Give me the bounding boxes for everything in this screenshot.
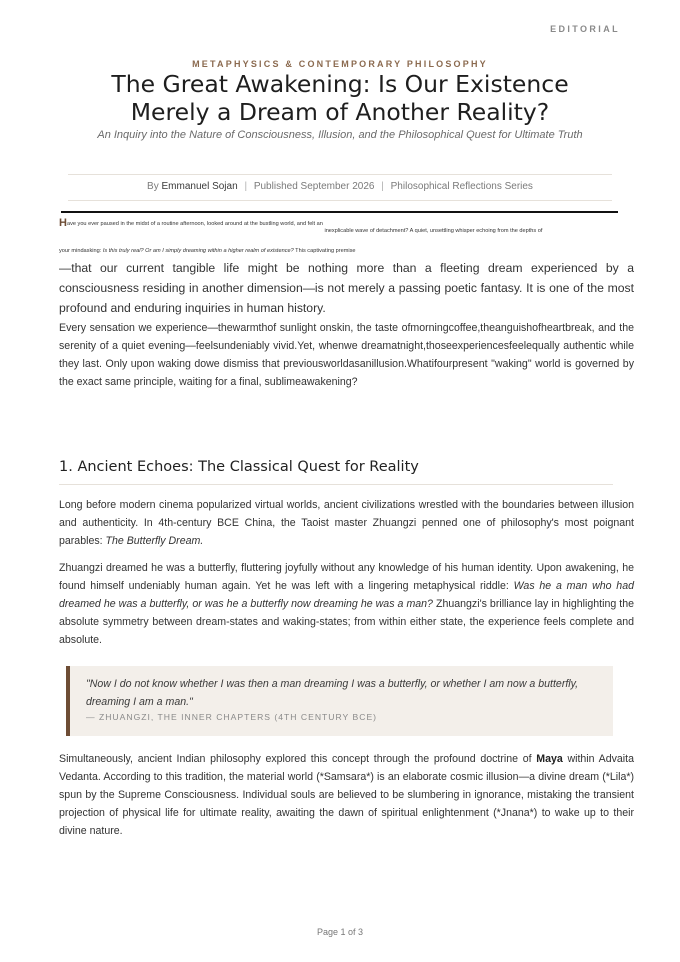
byline — [60, 181, 620, 192]
quote-text: "Now I do not know whether I was then a man dreaming I was a butterfly, or whether I am now a butterfly, dreaming I am a man." — [86, 678, 579, 708]
section-tag: EDITORIAL — [550, 24, 620, 34]
body-paragraph-2-text-b: Zhuangzi's brilliance lay in highlighting the absolute symmetry between dream-states and waking-states; from within either state, the experience feels complete and absolute. — [59, 598, 634, 646]
article-subtitle: An Inquiry into the Nature of Consciousness, Illusion, and the Philosophical Quest for Ultimate Truth — [97, 129, 583, 141]
body-paragraph-3-text-b: within Advaita Vedanta. According to this tradition, the material world (*Samsara*) is an elaborate cosmic illusion—a divine dream (*Lila*) spun by the Supreme Consciousness. Individual souls are believed to be slumbering in ignorance, mistaking the transient projection of physical life for ultimate reality, awaiting the dawn of spiritual enlightenment (*Jnana*) to wake up to their divine nature. — [59, 753, 634, 837]
byline-separator: | — [381, 181, 384, 192]
section-heading: 1. Ancient Echoes: The Classical Quest for Reality — [59, 459, 419, 475]
byline-bottom-divider — [68, 200, 612, 201]
article-start-divider — [61, 211, 618, 213]
section-heading-divider — [59, 484, 613, 485]
lead-paragraph: —that our current tangible life might be nothing more than a fleeting dream experienced by a consciousness residing in another dimension—is not merely a passing poetic fantasy. It is one of the most profound and enduring inquiries in human history. — [59, 261, 634, 315]
byline-separator: | — [244, 181, 248, 192]
byline-top-divider — [68, 174, 612, 175]
body-paragraph-2-text-a: Zhuangzi dreamed he was a butterfly, fluttering joyfully without any knowledge of his human identity. Upon awakening, he found himself undeniably human again. Yet he was left with a lingering metaphysical riddle: — [59, 562, 634, 592]
intro-text-1a: ave you ever paused in the midst of a routine afternoon, looked around at the bustling world, and felt an — [66, 221, 323, 227]
intro-paragraph-line-1 — [59, 217, 639, 234]
byline-by: By — [147, 181, 159, 192]
body-paragraph-3-text-a: Simultaneously, ancient Indian philosophy explored this concept through the profound doctrine of — [59, 753, 537, 765]
title-line-1: The Great Awakening: Is Our Existence — [111, 70, 569, 98]
body-paragraph-1 — [59, 496, 634, 550]
body-paragraph-2 — [59, 559, 634, 649]
quote-attribution: — ZHUANGZI, THE INNER CHAPTERS (4TH CENTURY BCE) — [86, 712, 378, 722]
intro-question: Is this truly real? Or am I simply dreaming within a higher realm of existence? — [102, 248, 294, 254]
title-line-2: Merely a Dream of Another Reality? — [130, 98, 550, 126]
publish-date: Published September 2026 — [253, 181, 375, 192]
category-kicker: METAPHYSICS & CONTEMPORARY PHILOSOPHY — [192, 59, 488, 69]
body-paragraph-1-text: Long before modern cinema popularized virtual worlds, ancient civilizations wrestled with the boundaries between illusion and authenticity. In 4th-century BCE China, the Taoist master Zhuangzi penned one of philosophy's most poignant parables: — [59, 499, 634, 547]
series-name[interactable]: Philosophical Reflections Series — [390, 181, 533, 192]
body-paragraph-3 — [59, 750, 634, 840]
pull-quote — [66, 666, 613, 736]
parable-title: The Butterfly Dream. — [105, 535, 204, 547]
intro-text-1b: inexplicable wave of detachment? A quiet, unsettling whisper echoing from the depths of — [324, 228, 543, 234]
intro-text-2a: your mindasking: — [59, 248, 103, 254]
intro-body-paragraph: Every sensation we experience—thewarmthof sunlight onskin, the taste ofmorningcoffee,theanguishofheartbreak, and the serenity of a quiet evening—feelsundeniably vivid.Yet, whenwe dreamatnight,thoseexperiencesfeelequally authentic while they last. Only upon waking dowe dismiss that previousworldasanillusion.Whatifourpresent "waking" world is governed by the exact same principle, waiting for a final, sublimeawakening? — [59, 322, 634, 388]
intro-paragraph-line-2 — [59, 247, 639, 256]
page-indicator: Page 1 of 3 — [316, 927, 364, 937]
riddle-text: Was he a man who had dreamed he was a butterfly, or was he a butterfly now dreaming he was a man? — [59, 580, 634, 610]
article-title — [60, 70, 620, 126]
author-name[interactable]: Emmanuel Sojan — [161, 181, 238, 192]
maya-term: Maya — [536, 753, 563, 765]
drop-cap: H — [59, 217, 67, 229]
intro-text-2b: This captivating premise — [293, 248, 356, 254]
